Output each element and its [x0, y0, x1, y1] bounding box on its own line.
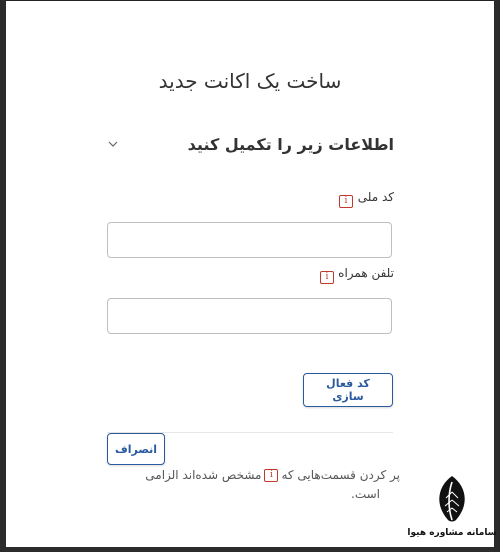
national-code-input[interactable]	[107, 222, 392, 258]
note-text-3: است.	[351, 487, 380, 501]
info-icon: i	[339, 195, 353, 208]
cancel-button[interactable]: انصراف	[107, 433, 165, 465]
national-code-label: کد ملی	[357, 190, 394, 204]
chevron-down-icon[interactable]	[106, 137, 120, 151]
activation-code-button[interactable]: کد فعال سازی	[303, 373, 393, 407]
mobile-input[interactable]	[107, 298, 392, 334]
required-fields-note	[120, 466, 400, 504]
note-text-1: پر کردن قسمت‌هایی که	[281, 468, 400, 482]
feather-logo-icon	[426, 474, 478, 526]
section-header[interactable]	[106, 130, 394, 158]
info-icon: i	[320, 271, 334, 284]
section-title: اطلاعات زیر را تکمیل کنید	[187, 134, 394, 154]
logo	[407, 474, 497, 546]
window-edge-bottom	[0, 547, 500, 552]
mobile-label: تلفن همراه	[338, 266, 394, 280]
info-icon: i	[264, 469, 278, 482]
page-title: ساخت یک اکانت جدید	[158, 69, 342, 94]
logo-caption: سامانه مشاوره هیوا	[407, 528, 497, 538]
note-text-2: مشخص شده‌اند الزامی	[145, 468, 262, 482]
